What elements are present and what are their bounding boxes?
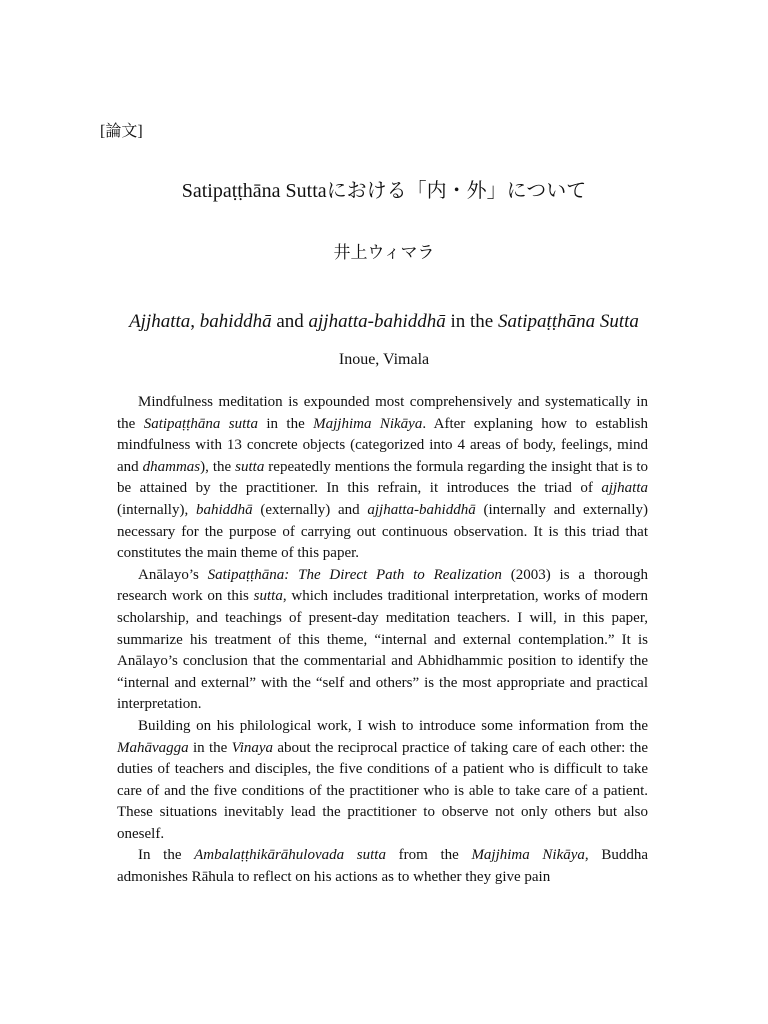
japanese-title xyxy=(0,174,768,203)
title-sutta-name: Satipaṭṭhāna Sutta xyxy=(498,311,639,332)
italic-term: Mahāvagga xyxy=(117,739,189,756)
text-span: from the xyxy=(385,847,472,864)
title-and: and xyxy=(271,311,309,332)
title-term-bahiddha: bahiddhā xyxy=(199,311,272,332)
text-span: , which includes traditional interpretation, works of modern scholarship, and teachings of present-day meditation teachers. I will, in this paper, summarize his treatment of this theme, “internal and external contemplation.” It is Anālayo’s conclusion that the commentarial and Abhidhammic position to identify the “internal and external” with the “self and others” is the most appropriate and practical interpretation. xyxy=(117,588,648,713)
title-sep: , xyxy=(190,311,200,332)
text-span: repeatedly mentions the formula regarding the insight that is to be attained by the practitioner. In this refrain, it introduces the triad of xyxy=(117,458,648,497)
abstract-paragraph-2 xyxy=(117,565,648,716)
japanese-author: 井上ウィマラ xyxy=(333,243,435,262)
text-span: about the reciprocal practice of taking care of each other: the duties of teachers and disciples, the five conditions of a patient who is difficult to take care of and the five conditions of the practitioner who is able to take care of a patient. These situations inevitably lead the practitioner to observe not only others but also oneself. xyxy=(117,739,648,842)
title-in-the: in the xyxy=(445,311,498,332)
text-span: ), the xyxy=(200,458,236,475)
japanese-title-rest: における「内・外」について xyxy=(326,180,587,202)
italic-term: bahiddhā xyxy=(195,501,253,518)
text-span: Anālayo’s xyxy=(138,566,208,583)
text-span: (internally), xyxy=(117,501,196,518)
italic-term: Satipaṭṭhāna: The Direct Path to Realization xyxy=(207,566,502,583)
article-category: [論文] xyxy=(100,123,143,140)
text-span: . After explaning how to establish mindfulness with 13 concrete objects (categorized into 4 areas of body, feelings, mind and xyxy=(117,415,649,475)
italic-term: dhammas xyxy=(142,458,201,475)
italic-term: Satipaṭṭhāna sutta xyxy=(143,415,258,432)
italic-term: ajjhatta-bahiddhā xyxy=(367,501,476,518)
abstract-paragraph-1 xyxy=(117,392,648,565)
text-span: in the xyxy=(188,739,232,756)
title-term-ajjhatta-bahiddha: ajjhatta-bahiddhā xyxy=(308,311,446,332)
abstract-paragraph-4 xyxy=(117,845,648,888)
japanese-title-sutta: Satipaṭṭhāna Sutta xyxy=(181,180,327,202)
italic-term: sutta xyxy=(253,588,283,605)
text-span: , Buddha admonishes Rāhula to reflect on his actions as to whether they give pain xyxy=(117,847,648,886)
italic-term: sutta xyxy=(235,458,265,475)
italic-term: Ambalaṭṭhikārāhulovada sutta xyxy=(194,847,386,864)
text-span: in the xyxy=(257,415,314,432)
title-term-ajjhatta: Ajjhatta xyxy=(129,311,191,332)
text-span: (internally and externally) necessary for the purpose of carrying out continuous observation. It is this triad that constitutes the main theme of this paper. xyxy=(117,501,648,562)
italic-term: ajjhatta xyxy=(601,480,648,497)
text-span: (externally) and xyxy=(252,501,368,518)
english-title xyxy=(0,311,768,333)
text-span: In the xyxy=(138,847,195,864)
abstract-paragraph-3 xyxy=(117,716,648,846)
text-span: Building on his philological work, I wish to introduce some information from the xyxy=(138,717,648,734)
italic-term: Majjhima Nikāya xyxy=(471,847,585,864)
text-span: Mindfulness meditation is expounded most comprehensively and systematically in the xyxy=(117,394,648,432)
english-author: Inoue, Vimala xyxy=(338,351,430,368)
abstract xyxy=(117,392,648,889)
italic-term: Vinaya xyxy=(231,739,274,756)
text-span: (2003) is a thorough research work on this xyxy=(117,566,648,605)
italic-term: Majjhima Nikāya xyxy=(313,415,423,432)
